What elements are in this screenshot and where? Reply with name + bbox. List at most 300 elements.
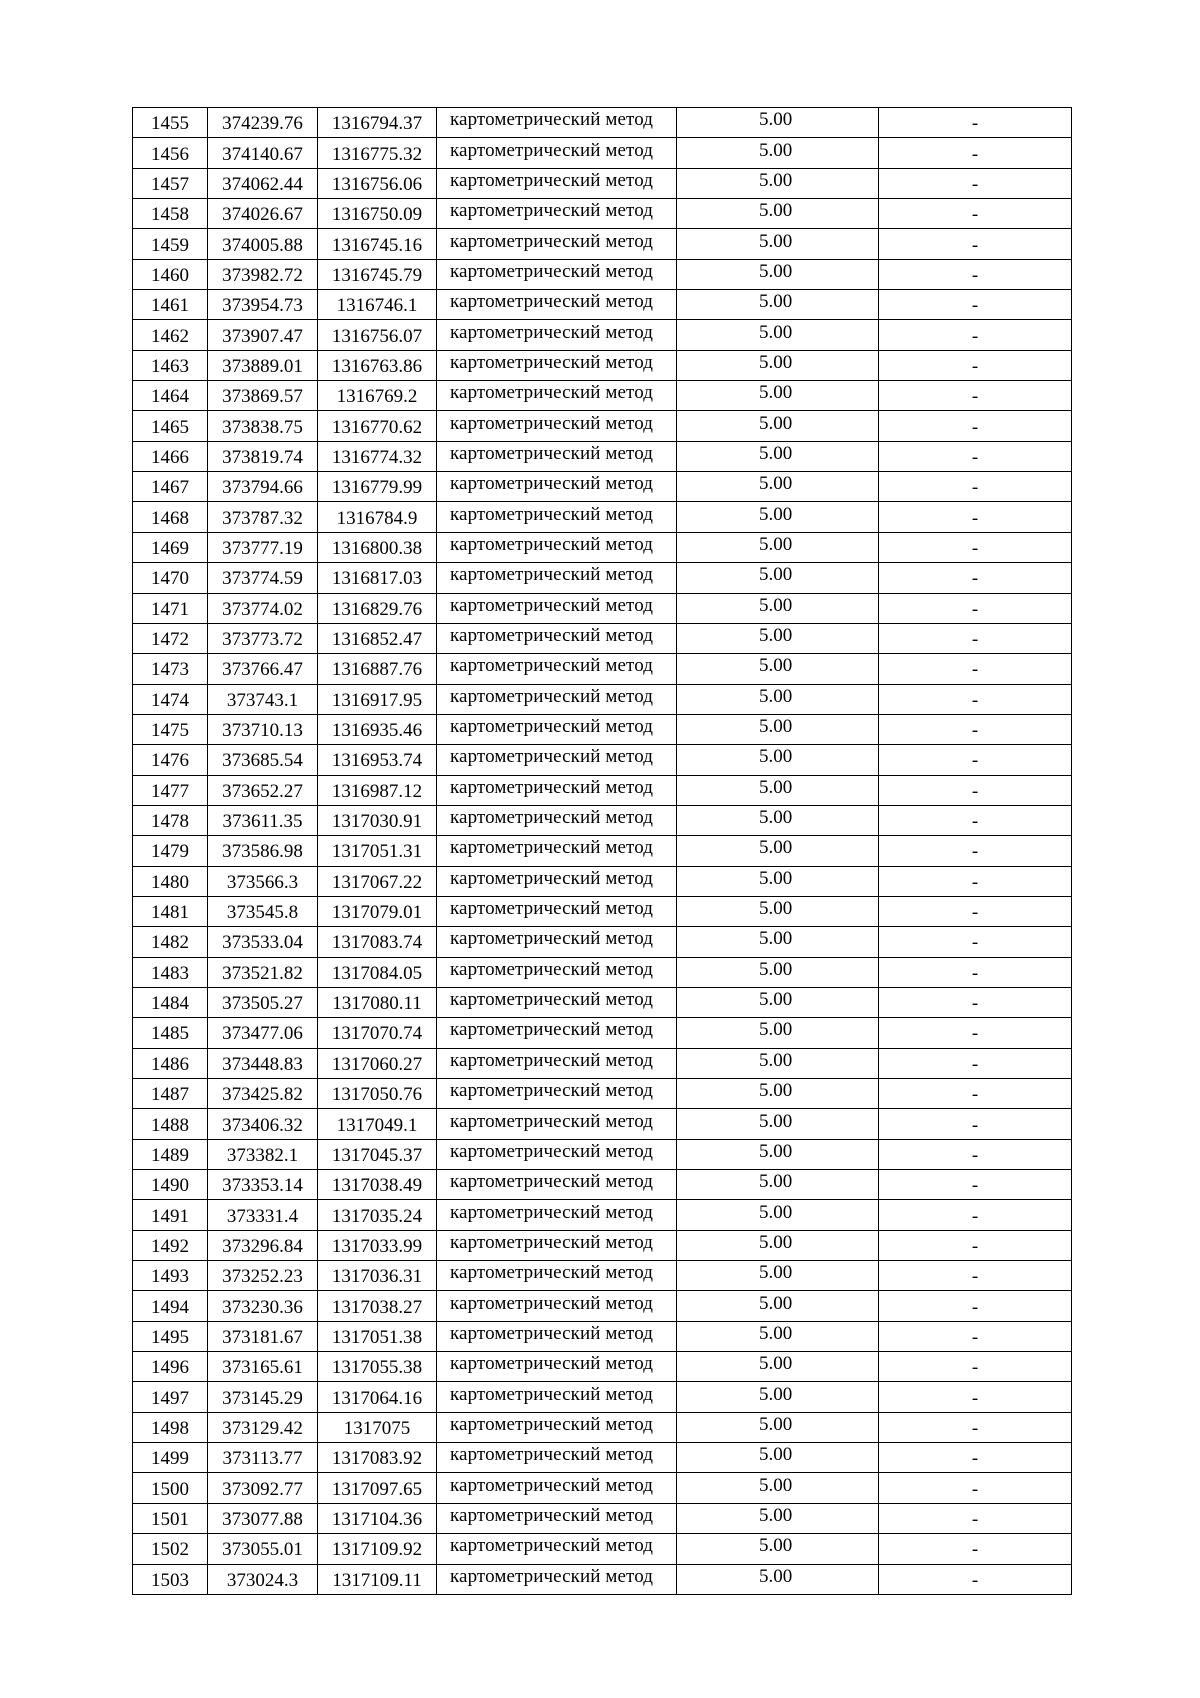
point-number-text: 1479 [151,841,189,863]
note-text: - [971,659,979,681]
point-number-text: 1477 [151,780,189,802]
accuracy-text: 5.00 [759,139,793,161]
point-number-cell [133,1230,208,1260]
accuracy-cell [677,1079,879,1109]
note-cell [879,1321,1072,1351]
y-coordinate-cell [318,1503,437,1533]
note-text: - [971,1387,979,1409]
x-coordinate-cell [208,593,318,623]
y-coordinate-cell [318,472,437,502]
table-row [133,593,1072,623]
note-cell [879,502,1072,532]
y-coordinate-text: 1316745.79 [331,264,423,286]
y-coordinate-cell [318,441,437,471]
y-coordinate-text: 1317049.1 [336,1114,418,1136]
point-number-cell [133,1443,208,1473]
method-cell [437,138,677,168]
method-cell [437,532,677,562]
note-text: - [971,598,979,620]
x-coordinate-cell [208,896,318,926]
note-text: - [971,537,979,559]
x-coordinate-text: 373838.75 [222,416,303,438]
method-text: картометрический метод [450,594,654,616]
accuracy-cell [677,138,879,168]
point-number-cell [133,1321,208,1351]
point-number-text: 1493 [151,1266,189,1288]
y-coordinate-cell [318,623,437,653]
x-coordinate-cell [208,1352,318,1382]
accuracy-cell [677,623,879,653]
x-coordinate-cell [208,290,318,320]
point-number-cell [133,1291,208,1321]
y-coordinate-cell [318,1079,437,1109]
x-coordinate-cell [208,472,318,502]
note-cell [879,714,1072,744]
table-row [133,957,1072,987]
note-cell [879,1291,1072,1321]
accuracy-cell [677,1200,879,1230]
point-number-text: 1489 [151,1144,189,1166]
y-coordinate-text: 1316953.74 [331,750,423,772]
note-text: - [971,143,979,165]
point-number-text: 1457 [151,173,189,195]
note-text: - [971,1266,979,1288]
x-coordinate-text: 373710.13 [222,720,303,742]
accuracy-text: 5.00 [759,412,793,434]
y-coordinate-cell [318,108,437,138]
method-cell [437,168,677,198]
accuracy-text: 5.00 [759,230,793,252]
x-coordinate-cell [208,441,318,471]
point-number-cell [133,836,208,866]
point-number-text: 1482 [151,932,189,954]
x-coordinate-cell [208,229,318,259]
x-coordinate-cell [208,714,318,744]
point-number-cell [133,168,208,198]
y-coordinate-text: 1316779.99 [331,477,423,499]
method-text: картометрический метод [450,716,654,738]
accuracy-cell [677,1261,879,1291]
accuracy-text: 5.00 [759,382,793,404]
method-text: картометрический метод [450,473,654,495]
accuracy-cell [677,502,879,532]
point-number-text: 1492 [151,1235,189,1257]
note-cell [879,684,1072,714]
accuracy-cell [677,320,879,350]
method-text: картометрический метод [450,230,654,252]
accuracy-text: 5.00 [759,1201,793,1223]
point-number-cell [133,138,208,168]
note-cell [879,654,1072,684]
y-coordinate-cell [318,836,437,866]
note-text: - [971,355,979,377]
point-number-text: 1500 [151,1478,189,1500]
accuracy-cell [677,1352,879,1382]
y-coordinate-cell [318,381,437,411]
accuracy-text: 5.00 [759,1474,793,1496]
note-cell [879,320,1072,350]
x-coordinate-text: 373774.02 [222,598,303,620]
x-coordinate-text: 373652.27 [222,780,303,802]
y-coordinate-text: 1316829.76 [331,598,423,620]
accuracy-text: 5.00 [759,625,793,647]
table-row [133,1412,1072,1442]
method-cell [437,441,677,471]
table-row [133,138,1072,168]
method-cell [437,896,677,926]
x-coordinate-text: 373425.82 [222,1084,303,1106]
method-cell [437,684,677,714]
note-cell [879,1109,1072,1139]
table-row [133,1473,1072,1503]
note-cell [879,1079,1072,1109]
accuracy-text: 5.00 [759,1231,793,1253]
point-number-cell [133,1200,208,1230]
table-row [133,684,1072,714]
y-coordinate-text: 1316935.46 [331,720,423,742]
accuracy-text: 5.00 [759,321,793,343]
y-coordinate-cell [318,1291,437,1321]
x-coordinate-text: 373252.23 [222,1266,303,1288]
accuracy-cell [677,1018,879,1048]
accuracy-text: 5.00 [759,1292,793,1314]
note-cell [879,1139,1072,1169]
x-coordinate-cell [208,1230,318,1260]
accuracy-cell [677,1382,879,1412]
x-coordinate-cell [208,1321,318,1351]
method-text: картометрический метод [450,109,654,131]
accuracy-cell [677,927,879,957]
table-row [133,411,1072,441]
note-text: - [971,325,979,347]
point-number-text: 1483 [151,962,189,984]
y-coordinate-text: 1316750.09 [331,204,423,226]
method-text: картометрический метод [450,291,654,313]
x-coordinate-text: 374062.44 [222,173,303,195]
method-cell [437,623,677,653]
point-number-text: 1480 [151,871,189,893]
x-coordinate-cell [208,502,318,532]
method-text: картометрический метод [450,1049,654,1071]
x-coordinate-cell [208,775,318,805]
y-coordinate-text: 1317035.24 [331,1205,423,1227]
method-cell [437,1018,677,1048]
accuracy-cell [677,168,879,198]
table-row [133,1534,1072,1564]
method-cell [437,1412,677,1442]
method-text: картометрический метод [450,1231,654,1253]
x-coordinate-cell [208,532,318,562]
accuracy-text: 5.00 [759,1383,793,1405]
x-coordinate-text: 373533.04 [222,932,303,954]
note-text: - [971,568,979,590]
y-coordinate-text: 1316887.76 [331,659,423,681]
method-cell [437,1048,677,1078]
note-cell [879,745,1072,775]
note-cell [879,259,1072,289]
method-cell [437,1109,677,1139]
note-text: - [971,1144,979,1166]
y-coordinate-cell [318,259,437,289]
accuracy-text: 5.00 [759,655,793,677]
method-cell [437,1170,677,1200]
y-coordinate-text: 1317064.16 [331,1387,423,1409]
note-text: - [971,1539,979,1561]
y-coordinate-text: 1316987.12 [331,780,423,802]
method-text: картометрический метод [450,746,654,768]
note-cell [879,623,1072,653]
x-coordinate-text: 373586.98 [222,841,303,863]
accuracy-cell [677,350,879,380]
method-text: картометрический метод [450,442,654,464]
accuracy-cell [677,1503,879,1533]
method-cell [437,836,677,866]
table-row [133,1170,1072,1200]
y-coordinate-cell [318,1382,437,1412]
x-coordinate-text: 373382.1 [226,1144,299,1166]
note-text: - [971,902,979,924]
point-number-cell [133,441,208,471]
point-number-cell [133,927,208,957]
x-coordinate-cell [208,1139,318,1169]
accuracy-cell [677,199,879,229]
method-cell [437,108,677,138]
x-coordinate-text: 374026.67 [222,204,303,226]
accuracy-cell [677,745,879,775]
accuracy-text: 5.00 [759,867,793,889]
x-coordinate-cell [208,1048,318,1078]
point-number-text: 1465 [151,416,189,438]
note-text: - [971,446,979,468]
point-number-cell [133,1170,208,1200]
point-number-cell [133,108,208,138]
point-number-text: 1497 [151,1387,189,1409]
table-row [133,1382,1072,1412]
y-coordinate-text: 1317033.99 [331,1235,423,1257]
method-cell [437,745,677,775]
table-row [133,381,1072,411]
point-number-text: 1490 [151,1175,189,1197]
method-text: картометрический метод [450,958,654,980]
y-coordinate-cell [318,654,437,684]
x-coordinate-cell [208,1534,318,1564]
y-coordinate-cell [318,1534,437,1564]
method-cell [437,411,677,441]
point-number-cell [133,229,208,259]
y-coordinate-text: 1316852.47 [331,629,423,651]
x-coordinate-text: 373685.54 [222,750,303,772]
x-coordinate-cell [208,745,318,775]
note-cell [879,1473,1072,1503]
point-number-text: 1491 [151,1205,189,1227]
note-cell [879,108,1072,138]
accuracy-cell [677,896,879,926]
method-text: картометрический метод [450,1383,654,1405]
y-coordinate-cell [318,805,437,835]
accuracy-text: 5.00 [759,260,793,282]
y-coordinate-text: 1316917.95 [331,689,423,711]
y-coordinate-cell [318,411,437,441]
table-row [133,896,1072,926]
y-coordinate-text: 1317050.76 [331,1084,423,1106]
point-number-cell [133,805,208,835]
method-text: картометрический метод [450,1504,654,1526]
x-coordinate-text: 373477.06 [222,1023,303,1045]
method-text: картометрический метод [450,412,654,434]
table-row [133,1321,1072,1351]
method-cell [437,714,677,744]
y-coordinate-text: 1317067.22 [331,871,423,893]
note-text: - [971,780,979,802]
table-row [133,502,1072,532]
method-text: картометрический метод [450,1201,654,1223]
note-text: - [971,1326,979,1348]
method-cell [437,1291,677,1321]
method-cell [437,1079,677,1109]
point-number-cell [133,259,208,289]
note-text: - [971,1296,979,1318]
point-number-cell [133,775,208,805]
note-cell [879,290,1072,320]
note-cell [879,229,1072,259]
note-cell [879,1261,1072,1291]
point-number-cell [133,1534,208,1564]
x-coordinate-cell [208,1018,318,1048]
x-coordinate-text: 373819.74 [222,446,303,468]
note-cell [879,1564,1072,1594]
method-cell [437,593,677,623]
accuracy-text: 5.00 [759,776,793,798]
method-text: картометрический метод [450,1444,654,1466]
note-cell [879,411,1072,441]
accuracy-text: 5.00 [759,533,793,555]
accuracy-cell [677,259,879,289]
table-row [133,805,1072,835]
accuracy-text: 5.00 [759,1444,793,1466]
point-number-cell [133,1473,208,1503]
method-cell [437,229,677,259]
y-coordinate-cell [318,896,437,926]
point-number-cell [133,1079,208,1109]
accuracy-cell [677,714,879,744]
point-number-text: 1478 [151,811,189,833]
method-cell [437,1139,677,1169]
x-coordinate-text: 373024.3 [226,1569,299,1591]
accuracy-text: 5.00 [759,1049,793,1071]
accuracy-cell [677,1443,879,1473]
y-coordinate-text: 1316800.38 [331,537,423,559]
x-coordinate-cell [208,411,318,441]
method-cell [437,290,677,320]
x-coordinate-text: 374140.67 [222,143,303,165]
point-number-cell [133,623,208,653]
accuracy-text: 5.00 [759,1019,793,1041]
point-number-text: 1456 [151,143,189,165]
y-coordinate-cell [318,1473,437,1503]
y-coordinate-cell [318,1261,437,1291]
y-coordinate-cell [318,714,437,744]
point-number-text: 1474 [151,689,189,711]
note-text: - [971,1114,979,1136]
x-coordinate-text: 373545.8 [226,902,299,924]
method-text: картометрический метод [450,807,654,829]
y-coordinate-cell [318,987,437,1017]
y-coordinate-text: 1317055.38 [331,1357,423,1379]
y-coordinate-cell [318,1443,437,1473]
y-coordinate-cell [318,745,437,775]
x-coordinate-cell [208,350,318,380]
y-coordinate-cell [318,199,437,229]
y-coordinate-cell [318,1412,437,1442]
x-coordinate-cell [208,957,318,987]
method-cell [437,1503,677,1533]
x-coordinate-cell [208,1564,318,1594]
point-number-cell [133,654,208,684]
x-coordinate-cell [208,199,318,229]
accuracy-cell [677,1321,879,1351]
note-cell [879,472,1072,502]
method-text: картометрический метод [450,1080,654,1102]
point-number-cell [133,745,208,775]
point-number-text: 1467 [151,477,189,499]
point-number-text: 1468 [151,507,189,529]
method-text: картометрический метод [450,321,654,343]
accuracy-cell [677,1473,879,1503]
point-number-text: 1503 [151,1569,189,1591]
x-coordinate-cell [208,623,318,653]
point-number-cell [133,1139,208,1169]
note-cell [879,1230,1072,1260]
y-coordinate-cell [318,775,437,805]
note-cell [879,532,1072,562]
x-coordinate-text: 373055.01 [222,1539,303,1561]
accuracy-cell [677,1412,879,1442]
accuracy-cell [677,229,879,259]
point-number-cell [133,350,208,380]
table-row [133,623,1072,653]
note-text: - [971,993,979,1015]
note-cell [879,927,1072,957]
note-cell [879,563,1072,593]
y-coordinate-text: 1317109.11 [332,1569,422,1591]
point-number-text: 1488 [151,1114,189,1136]
table-row [133,1261,1072,1291]
table-row [133,199,1072,229]
accuracy-cell [677,987,879,1017]
point-number-cell [133,1018,208,1048]
method-text: картометрический метод [450,1413,654,1435]
accuracy-cell [677,1109,879,1139]
note-text: - [971,841,979,863]
point-number-text: 1499 [151,1448,189,1470]
y-coordinate-cell [318,1139,437,1169]
note-text: - [971,1478,979,1500]
y-coordinate-text: 1317045.37 [331,1144,423,1166]
table-row [133,350,1072,380]
method-text: картометрический метод [450,1322,654,1344]
method-text: картометрический метод [450,260,654,282]
accuracy-text: 5.00 [759,291,793,313]
note-cell [879,138,1072,168]
point-number-text: 1460 [151,264,189,286]
y-coordinate-text: 1317084.05 [331,962,423,984]
x-coordinate-text: 373230.36 [222,1296,303,1318]
point-number-cell [133,532,208,562]
method-text: картометрический метод [450,1565,654,1587]
method-cell [437,1534,677,1564]
y-coordinate-cell [318,866,437,896]
note-text: - [971,962,979,984]
